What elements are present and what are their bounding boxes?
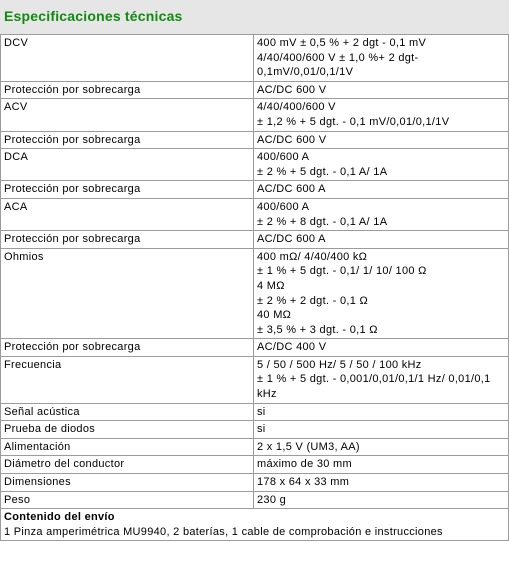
spec-row xyxy=(1,491,509,509)
spec-value: 230 g xyxy=(254,491,509,509)
spec-label: Ohmios xyxy=(1,248,254,339)
spec-value: si xyxy=(254,421,509,439)
spec-row xyxy=(1,35,509,82)
spec-row xyxy=(1,474,509,492)
spec-label: Señal acústica xyxy=(1,403,254,421)
spec-label: Protección por sobrecarga xyxy=(1,231,254,249)
spec-row xyxy=(1,131,509,149)
spec-row xyxy=(1,181,509,199)
spec-value: AC/DC 600 A xyxy=(254,181,509,199)
spec-label: DCV xyxy=(1,35,254,82)
spec-value: AC/DC 400 V xyxy=(254,339,509,357)
spec-label: Dimensiones xyxy=(1,474,254,492)
spec-row xyxy=(1,438,509,456)
spec-value: AC/DC 600 V xyxy=(254,81,509,99)
spec-row xyxy=(1,248,509,339)
spec-title: Especificaciones técnicas xyxy=(4,8,183,24)
spec-value: 178 x 64 x 33 mm xyxy=(254,474,509,492)
spec-row xyxy=(1,456,509,474)
spec-label: Prueba de diodos xyxy=(1,421,254,439)
spec-value: 400/600 A ± 2 % + 8 dgt. - 0,1 A/ 1A xyxy=(254,198,509,230)
spec-value: AC/DC 600 V xyxy=(254,131,509,149)
spec-value: 400 mΩ/ 4/40/400 kΩ ± 1 % + 5 dgt. - 0,1/ 1/ 10/ 100 Ω 4 MΩ ± 2 % + 2 dgt. - 0,1 Ω 40 MΩ ± 3,5 % + 3 dgt. - 0,1 Ω xyxy=(254,248,509,339)
spec-value: si xyxy=(254,403,509,421)
spec-value: máximo de 30 mm xyxy=(254,456,509,474)
spec-row xyxy=(1,231,509,249)
spec-value: 400 mV ± 0,5 % + 2 dgt - 0,1 mV 4/40/400/600 V ± 1,0 %+ 2 dgt- 0,1mV/0,01/0,1/1V xyxy=(254,35,509,82)
spec-row xyxy=(1,149,509,181)
spec-label: Protección por sobrecarga xyxy=(1,131,254,149)
spec-label: Protección por sobrecarga xyxy=(1,81,254,99)
spec-label: Diámetro del conductor xyxy=(1,456,254,474)
spec-label: Alimentación xyxy=(1,438,254,456)
spec-row xyxy=(1,81,509,99)
spec-value: 4/40/400/600 V ± 1,2 % + 5 dgt. - 0,1 mV/0,01/0,1/1V xyxy=(254,99,509,131)
spec-label: DCA xyxy=(1,149,254,181)
shipping-contents-title: Contenido del envío xyxy=(4,511,115,524)
spec-value: AC/DC 600 A xyxy=(254,231,509,249)
spec-label: ACV xyxy=(1,99,254,131)
spec-value: 400/600 A ± 2 % + 5 dgt. - 0,1 A/ 1A xyxy=(254,149,509,181)
spec-label: Protección por sobrecarga xyxy=(1,181,254,199)
shipping-contents-cell xyxy=(1,509,509,541)
spec-header xyxy=(0,0,509,34)
spec-label: Frecuencia xyxy=(1,356,254,403)
spec-row xyxy=(1,339,509,357)
spec-table xyxy=(0,34,509,541)
spec-value: 5 / 50 / 500 Hz/ 5 / 50 / 100 kHz ± 1 % + 5 dgt. - 0,001/0,01/0,1/1 Hz/ 0,01/0,1 kHz xyxy=(254,356,509,403)
spec-row xyxy=(1,421,509,439)
spec-row xyxy=(1,198,509,230)
spec-label: ACA xyxy=(1,198,254,230)
spec-label: Protección por sobrecarga xyxy=(1,339,254,357)
shipping-contents-text: 1 Pinza amperimétrica MU9940, 2 baterías, 1 cable de comprobación e instrucciones xyxy=(4,525,443,538)
spec-row xyxy=(1,403,509,421)
spec-row xyxy=(1,99,509,131)
spec-label: Peso xyxy=(1,491,254,509)
spec-row xyxy=(1,356,509,403)
spec-value: 2 x 1,5 V (UM3, AA) xyxy=(254,438,509,456)
shipping-contents-row xyxy=(1,509,509,541)
